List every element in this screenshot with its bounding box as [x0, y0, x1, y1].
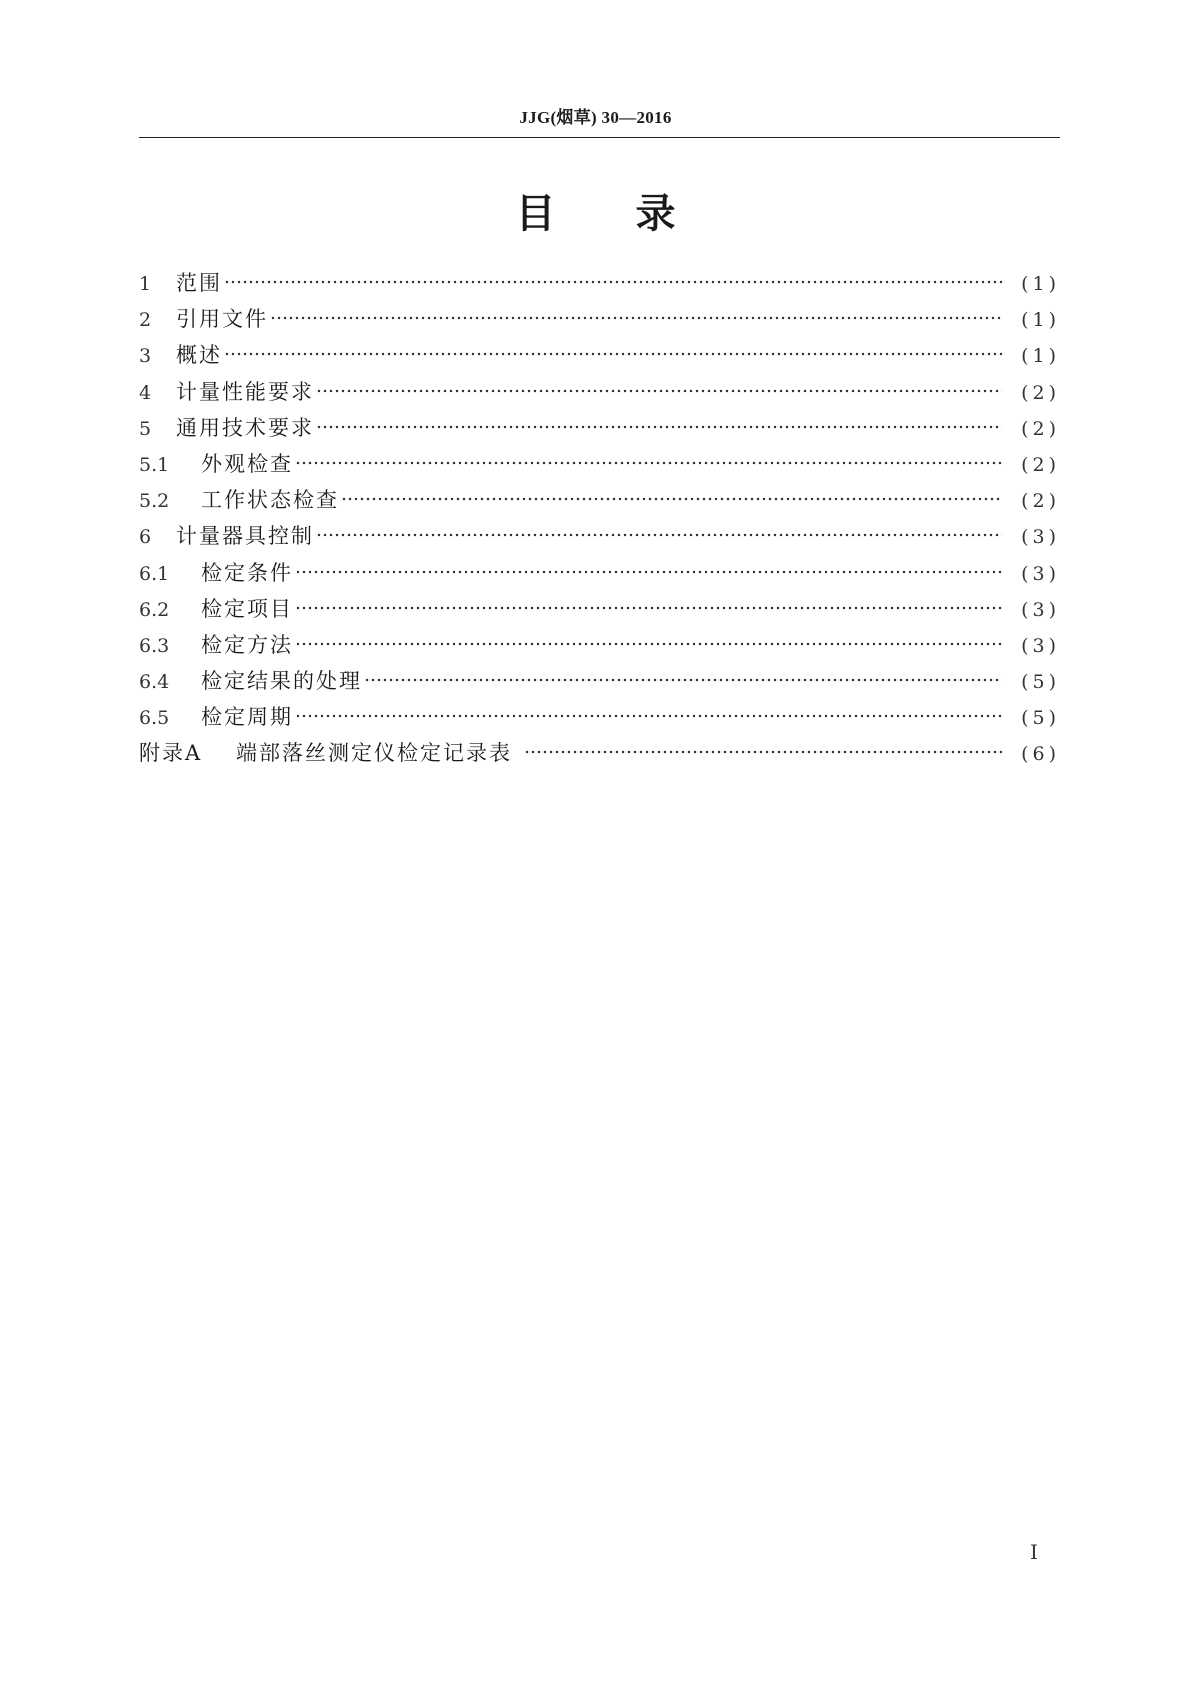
- toc-entry[interactable]: [139, 557, 1060, 593]
- toc-dot-leader: [295, 713, 1002, 719]
- toc-entry-number: 6.3: [139, 634, 170, 657]
- toc-entry-label: 范围: [176, 271, 222, 295]
- toc-entry-number: 5: [139, 417, 152, 440]
- toc-entry-label: 检定结果的处理: [201, 669, 362, 694]
- toc-dot-leader: [524, 749, 1002, 755]
- toc-dot-leader: [316, 388, 1002, 394]
- header-divider: [139, 137, 1060, 138]
- toc-entry-page: (2): [1021, 490, 1060, 513]
- toc-entry-number: 4: [139, 381, 152, 404]
- toc-entry-page: (2): [1021, 453, 1060, 476]
- toc-entry-label: 计量性能要求: [176, 379, 314, 404]
- toc-entry-page: (1): [1021, 309, 1060, 332]
- toc-entry-page: (3): [1021, 598, 1060, 621]
- toc-dot-leader: [316, 424, 1002, 430]
- toc-entry-page: (1): [1021, 273, 1060, 295]
- toc-entry-label: 通用技术要求: [176, 415, 314, 440]
- toc-entry-number: 6.1: [139, 562, 170, 585]
- toc-entry-number: 5.1: [139, 453, 170, 476]
- toc-entry-label: 检定项目: [201, 596, 293, 621]
- toc-entry-page: (5): [1021, 707, 1060, 730]
- toc-entry[interactable]: [139, 629, 1060, 665]
- toc-entry-page: (2): [1021, 381, 1060, 404]
- toc-entry-page: (3): [1021, 634, 1060, 657]
- toc-entry-label: 外观检查: [201, 451, 293, 476]
- toc-dot-leader: [224, 279, 1002, 285]
- running-header: JJG(烟草) 30—2016: [519, 108, 672, 127]
- toc-dot-leader: [316, 532, 1002, 538]
- toc-entry-number: 3: [139, 345, 152, 368]
- toc-entry-number: 6.5: [139, 707, 170, 730]
- toc-dot-leader: [224, 351, 1002, 357]
- toc-entry-number: 5.2: [139, 490, 170, 513]
- toc-entry-number: 附录A: [139, 741, 203, 766]
- toc-entry-number: 6.2: [139, 598, 170, 621]
- toc-dot-leader: [295, 605, 1002, 611]
- toc-dot-leader: [295, 569, 1002, 575]
- toc-entry[interactable]: [139, 665, 1060, 701]
- toc-entry-label: 工作状态检查: [201, 488, 339, 513]
- toc-entry-number: 6: [139, 526, 152, 549]
- toc-list: [139, 267, 1060, 774]
- toc-entry-page: (3): [1021, 526, 1060, 549]
- toc-title: 目录: [515, 191, 756, 237]
- toc-entry-page: (2): [1021, 417, 1060, 440]
- toc-entry-label: 检定方法: [201, 632, 293, 657]
- toc-entry[interactable]: [139, 376, 1060, 412]
- toc-entry-label: 引用文件: [176, 307, 268, 332]
- toc-entry-label: 检定周期: [201, 705, 293, 730]
- toc-entry-page: (3): [1021, 562, 1060, 585]
- toc-entry[interactable]: [139, 412, 1060, 448]
- toc-entry-label: 计量器具控制: [176, 524, 314, 549]
- toc-entry-page: (1): [1021, 345, 1060, 368]
- toc-entry-appendix[interactable]: [139, 737, 1060, 773]
- toc-entry-number: 1: [139, 273, 152, 295]
- toc-entry[interactable]: [139, 593, 1060, 629]
- toc-entry-label: 概述: [176, 343, 222, 368]
- toc-dot-leader: [270, 315, 1002, 321]
- toc-dot-leader: [295, 460, 1002, 466]
- toc-entry-page: (5): [1021, 671, 1060, 694]
- toc-entry[interactable]: [139, 448, 1060, 484]
- toc-entry[interactable]: [139, 267, 1060, 303]
- toc-entry-label: 检定条件: [201, 560, 293, 585]
- page-number: I: [1030, 1540, 1038, 1564]
- toc-entry-label: 端部落丝测定仪检定记录表: [236, 741, 512, 766]
- toc-dot-leader: [295, 641, 1002, 647]
- toc-entry-number: 6.4: [139, 671, 170, 694]
- toc-entry[interactable]: [139, 520, 1060, 556]
- toc-entry[interactable]: [139, 701, 1060, 737]
- toc-entry[interactable]: [139, 339, 1060, 375]
- toc-dot-leader: [341, 496, 1002, 502]
- toc-entry-number: 2: [139, 309, 152, 332]
- toc-entry-page: (6): [1021, 743, 1060, 766]
- toc-dot-leader: [364, 677, 1002, 683]
- toc-entry[interactable]: [139, 484, 1060, 520]
- toc-entry[interactable]: [139, 303, 1060, 339]
